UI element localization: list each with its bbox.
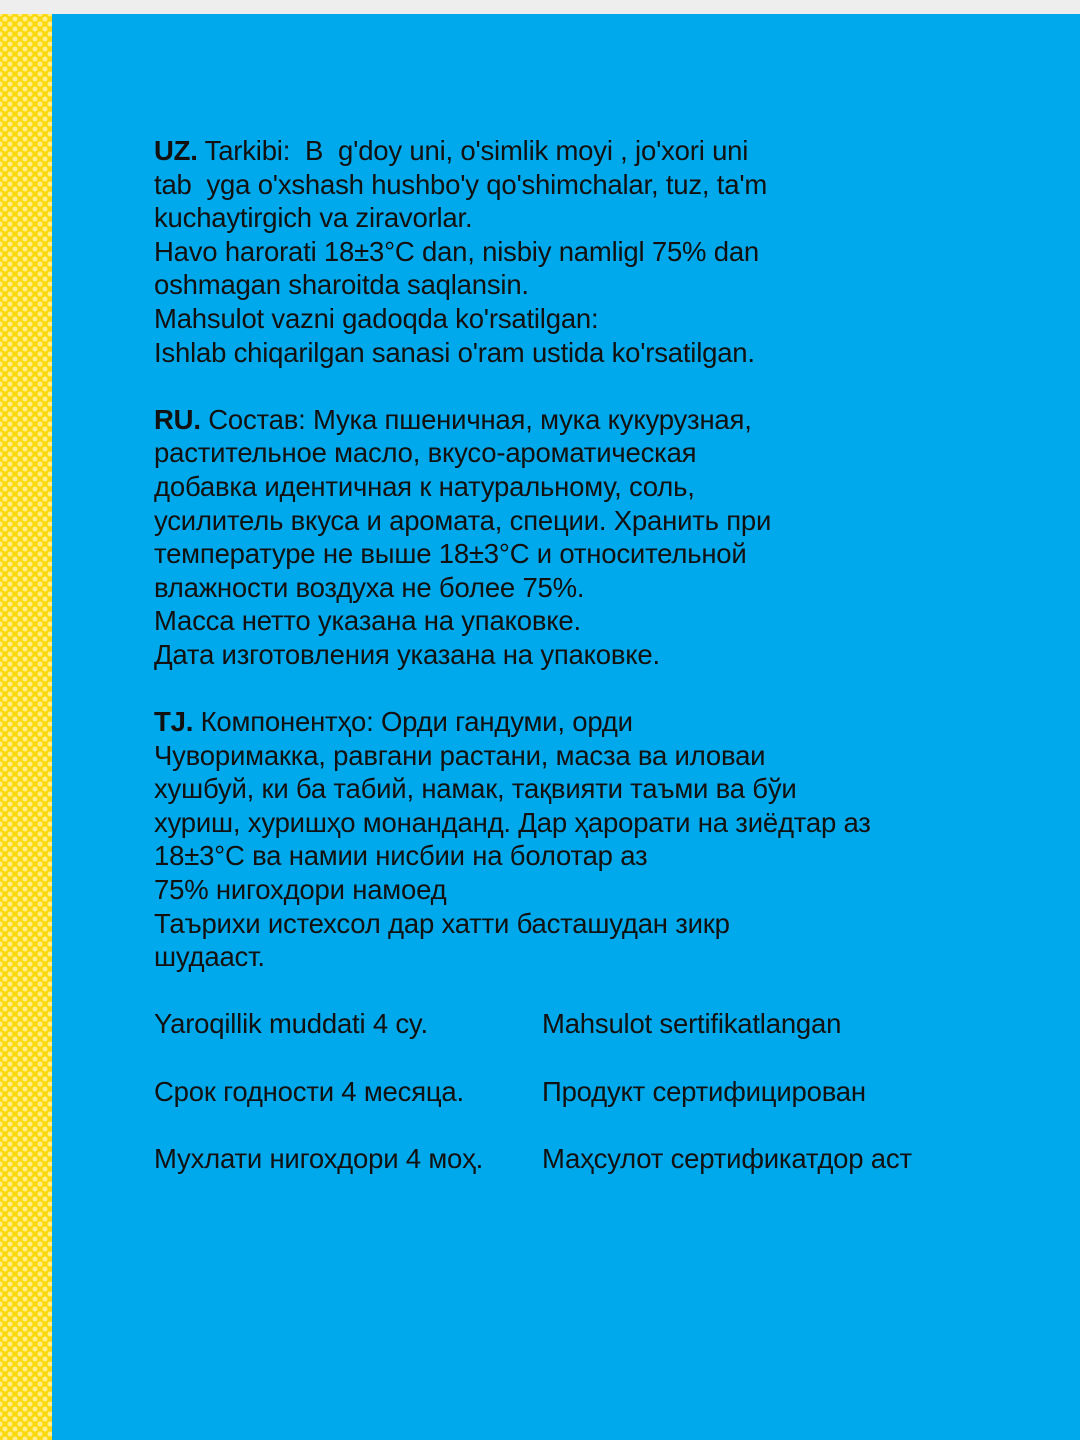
footer-row-ru [154, 1075, 1054, 1109]
tj-line-4: хуриш, хуришҳо монанданд. Дар ҳарорати на зиёдтар аз [154, 806, 871, 838]
ru-line-3: добавка идентичная к натуральному, соль, [154, 470, 695, 502]
tj-code: TJ. [154, 706, 194, 738]
ru-line-6: влажности воздуха не более 75%. [154, 571, 585, 603]
ru-line-5: температуре не выше 18±3°C и относительной [154, 538, 747, 570]
yellow-dotted-strip [0, 14, 52, 1440]
tj-section [154, 705, 1054, 974]
tj-line-1: TJ. Компонентҳо: Орди гандуми, орди [154, 706, 633, 738]
tj-line-6: 75% нигохдори намоед [154, 874, 447, 906]
tj-line-7: Таърихи истехсол дар хатти басташудан зикр [154, 907, 730, 939]
ru-line-8: Дата изготовления указана на упаковке. [154, 638, 660, 670]
tj-line-2: Чуворимакка, равгани растани, масза ва иловаи [154, 739, 766, 771]
certified-tj: Маҳсулот сертификатдор аст [542, 1142, 912, 1174]
shelf-life-tj: Мухлати нигохдори 4 моҳ. [154, 1142, 484, 1174]
uz-code: UZ. [154, 135, 198, 166]
uz-line-3: kuchaytirgich va ziravorlar. [154, 202, 473, 234]
ru-line-7: Масса нетто указана на упаковке. [154, 605, 581, 637]
tj-line-5: 18±3°С ва намии нисбии на болотар аз [154, 840, 648, 872]
shelf-life-ru: Срок годности 4 месяца. [154, 1075, 464, 1107]
label-panel [0, 14, 1080, 1440]
ru-line-1: RU. Состав: Мука пшеничная, мука кукурузная, [154, 403, 752, 435]
footer-row-tj [154, 1142, 1054, 1176]
uz-line-6: Mahsulot vazni gadoqda ko'rsatilgan: [154, 302, 599, 334]
ru-code: RU. [154, 403, 201, 435]
ru-section [154, 403, 1054, 672]
certified-ru: Продукт сертифицирован [542, 1075, 866, 1107]
shelf-life-uz: Yaroqillik muddati 4 cy. [154, 1008, 428, 1040]
uz-line-4: Havo harorati 18±3°C dan, nisbiy namligl 75% dan [154, 235, 760, 267]
uz-line-2: tab yga o'xshash hushbo'y qo'shimchalar, tuz, ta'm [154, 168, 768, 200]
label-text [154, 134, 1054, 1175]
ru-line-4: усилитель вкуса и аромата, специи. Хранить при [154, 504, 772, 536]
footer-info [154, 1007, 1054, 1175]
uz-line-1: UZ. Tarkibi: B g'doy uni, o'simlik moyi , jo'xori uni [154, 135, 749, 166]
certified-uz: Mahsulot sertifikatlangan [542, 1008, 842, 1040]
tj-line-8: шудааст. [154, 941, 265, 973]
tj-line-3: хушбуй, ки ба табий, намак, тақвияти таъми ва бўи [154, 773, 797, 805]
uz-line-5: oshmagan sharoitda saqlansin. [154, 269, 529, 301]
uz-section [154, 134, 1054, 369]
footer-row-uz [154, 1007, 1054, 1041]
ru-line-2: растительное масло, вкусо-ароматическая [154, 437, 697, 469]
uz-line-7: Ishlab chiqarilgan sanasi o'ram ustida ko'rsatilgan. [154, 336, 755, 368]
